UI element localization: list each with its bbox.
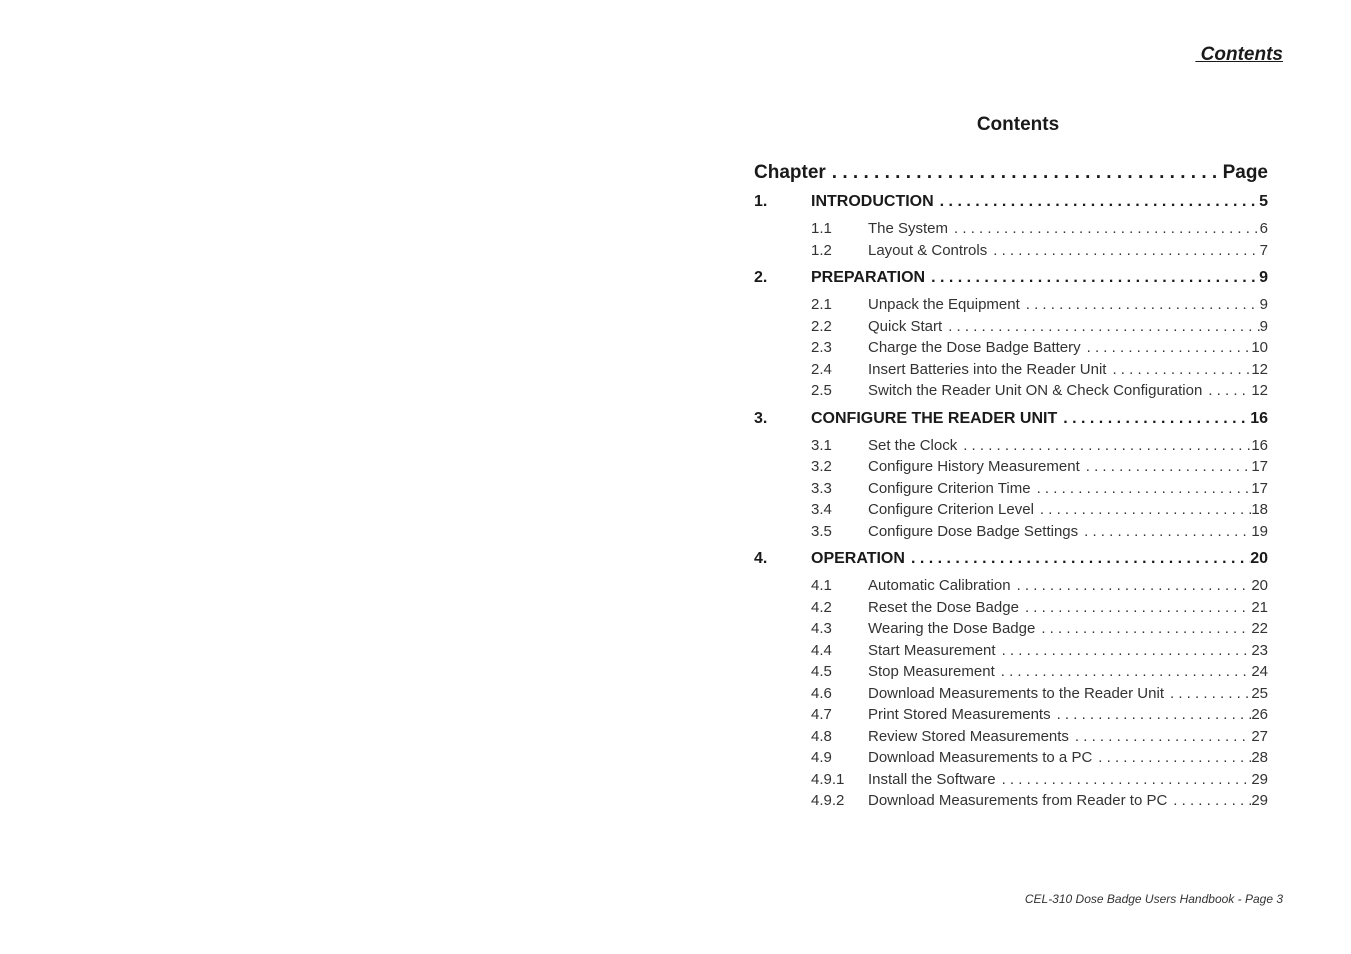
toc-chapter-row[interactable]: [754, 265, 1268, 291]
section-number: 3.3: [811, 479, 832, 497]
section-title: Quick Start: [868, 317, 943, 335]
section-page: 22: [1251, 620, 1268, 637]
section-number: 3.5: [811, 522, 832, 540]
dot-leader: [1081, 337, 1252, 359]
toc-section-row[interactable]: [754, 683, 1268, 705]
section-title: Set the Clock: [868, 436, 958, 454]
section-page: 9: [1259, 296, 1268, 313]
section-page: 9: [1259, 317, 1268, 335]
dot-leader: [1057, 406, 1250, 432]
dot-leader: [996, 640, 1252, 662]
section-page: 29: [1251, 770, 1268, 788]
dot-leader: [1106, 359, 1251, 381]
toc-section-row[interactable]: [754, 575, 1268, 597]
section-number: 1.2: [811, 241, 832, 259]
dot-leader: [1020, 294, 1260, 316]
section-page: 28: [1251, 749, 1268, 766]
dot-leader: [1069, 726, 1251, 748]
section-number: 4.7: [811, 706, 832, 723]
section-title: Configure Criterion Level: [868, 501, 1034, 518]
dot-leader: [995, 661, 1252, 683]
toc-section-row[interactable]: [754, 380, 1268, 402]
toc-section-row[interactable]: [754, 790, 1268, 812]
dot-leader: [905, 546, 1250, 572]
chapter-title: PREPARATION: [811, 269, 926, 286]
section-page: 26: [1251, 706, 1268, 723]
section-page: 12: [1251, 382, 1268, 399]
chapter-page: 9: [1259, 269, 1268, 286]
chapter-title: INTRODUCTION: [811, 193, 934, 210]
dot-leader: [1078, 521, 1251, 543]
toc-section-row[interactable]: [754, 359, 1268, 381]
section-title: Review Stored Measurements: [868, 727, 1069, 745]
section-page: 29: [1251, 792, 1268, 809]
section-number: 4.5: [811, 663, 832, 680]
section-title: Download Measurements from Reader to PC: [868, 792, 1168, 809]
section-title: Configure History Measurement: [868, 458, 1080, 475]
dot-leader: [1051, 704, 1252, 726]
section-title: Charge the Dose Badge Battery: [868, 339, 1081, 356]
toc-section-row[interactable]: [754, 456, 1268, 478]
chapter-page: 16: [1250, 409, 1268, 427]
section-title: Unpack the Equipment: [868, 296, 1020, 313]
toc-section-row[interactable]: [754, 726, 1268, 748]
chapter-number: 4.: [754, 550, 768, 567]
dot-leader: [925, 265, 1259, 291]
toc-section-row[interactable]: [754, 499, 1268, 521]
section-number: 2.5: [811, 382, 832, 399]
section-title: Download Measurements to the Reader Unit: [868, 684, 1164, 702]
section-title: Insert Batteries into the Reader Unit: [868, 360, 1107, 378]
dot-leader: [1031, 478, 1252, 500]
section-title: Wearing the Dose Badge: [868, 620, 1036, 637]
section-page: 27: [1251, 727, 1268, 745]
section-number: 4.9: [811, 749, 832, 766]
chapter-title: CONFIGURE THE READER UNIT: [811, 409, 1058, 427]
dot-leader: [948, 218, 1260, 240]
chapter-page: 5: [1259, 193, 1268, 210]
section-page: 6: [1259, 220, 1268, 237]
section-page: 10: [1251, 339, 1268, 356]
toc-section-row[interactable]: [754, 218, 1268, 240]
toc-column-headers: [754, 159, 1268, 186]
section-title: Install the Software: [868, 770, 996, 788]
toc-section-row[interactable]: [754, 435, 1268, 457]
section-number: 3.2: [811, 458, 832, 475]
section-number: 1.1: [811, 220, 832, 237]
toc-section-row[interactable]: [754, 597, 1268, 619]
section-page: 25: [1251, 684, 1268, 702]
chapter-number: 3.: [754, 409, 768, 427]
toc-section-row[interactable]: [754, 769, 1268, 791]
section-number: 4.9.1: [811, 770, 845, 788]
section-number: 4.8: [811, 727, 832, 745]
toc-chapter-row[interactable]: [754, 189, 1268, 215]
section-page: 18: [1251, 501, 1268, 518]
section-page: 17: [1251, 479, 1268, 497]
toc-section-row[interactable]: [754, 618, 1268, 640]
dot-leader: [1035, 618, 1251, 640]
section-number: 4.6: [811, 684, 832, 702]
section-page: 7: [1259, 241, 1268, 259]
section-title: Configure Criterion Time: [868, 479, 1031, 497]
section-page: 12: [1251, 360, 1268, 378]
section-title: Reset the Dose Badge: [868, 598, 1019, 616]
toc-title: Contents: [976, 114, 1060, 135]
toc-section-row[interactable]: [754, 478, 1268, 500]
dot-leader: [1080, 456, 1252, 478]
section-page: 16: [1251, 436, 1268, 454]
section-number: 4.3: [811, 620, 832, 637]
dot-leader: [957, 435, 1251, 457]
section-number: 4.2: [811, 598, 832, 616]
section-number: 2.4: [811, 360, 832, 378]
section-number: 3.1: [811, 436, 832, 454]
section-number: 4.9.2: [811, 792, 845, 809]
page-footer: CEL-310 Dose Badge Users Handbook - Page 3: [1024, 892, 1283, 906]
toc-section-row[interactable]: [754, 704, 1268, 726]
chapter-number: 2.: [754, 269, 768, 286]
section-title: Start Measurement: [868, 641, 996, 659]
dot-leader: [1164, 683, 1251, 705]
section-number: 4.4: [811, 641, 832, 659]
section-page: 19: [1251, 522, 1268, 540]
table-of-contents: [754, 159, 1268, 816]
dot-leader: [942, 316, 1259, 338]
section-title: The System: [868, 220, 949, 237]
section-title: Stop Measurement: [868, 663, 995, 680]
chapter-column-header: Chapter: [754, 162, 826, 183]
section-number: 2.2: [811, 317, 832, 335]
dot-leader: [934, 189, 1259, 215]
toc-chapter-row[interactable]: [754, 546, 1268, 572]
section-title: Switch the Reader Unit ON & Check Configuration: [868, 382, 1203, 399]
section-title: Automatic Calibration: [868, 577, 1011, 594]
section-number: 2.3: [811, 339, 832, 356]
section-title: Print Stored Measurements: [868, 706, 1051, 723]
running-header: Contents: [1195, 44, 1283, 65]
toc-section-row[interactable]: [754, 640, 1268, 662]
dot-leader: [996, 769, 1252, 791]
toc-section-row[interactable]: [754, 337, 1268, 359]
dot-leader: [1202, 380, 1251, 402]
dot-leader: [1167, 790, 1251, 812]
toc-section-row[interactable]: [754, 316, 1268, 338]
toc-chapter-row[interactable]: [754, 406, 1268, 432]
toc-section-row[interactable]: [754, 661, 1268, 683]
section-page: 24: [1251, 663, 1268, 680]
section-number: 4.1: [811, 577, 832, 594]
toc-section-row[interactable]: [754, 294, 1268, 316]
section-page: 20: [1251, 577, 1268, 594]
section-number: 3.4: [811, 501, 832, 518]
chapter-number: 1.: [754, 193, 768, 210]
toc-section-row[interactable]: [754, 521, 1268, 543]
section-number: 2.1: [811, 296, 832, 313]
dot-leader: [1019, 597, 1251, 619]
chapter-title: OPERATION: [811, 550, 905, 567]
dot-leader: [1011, 575, 1252, 597]
section-page: 17: [1251, 458, 1268, 475]
dot-leader: [1034, 499, 1251, 521]
chapter-page: 20: [1250, 550, 1268, 567]
section-title: Download Measurements to a PC: [868, 749, 1093, 766]
dot-leader: [826, 159, 1223, 186]
dot-leader: [1092, 747, 1251, 769]
section-page: 23: [1251, 641, 1268, 659]
toc-section-row[interactable]: [754, 240, 1268, 262]
section-title: Configure Dose Badge Settings: [868, 522, 1079, 540]
section-title: Layout & Controls: [868, 241, 988, 259]
toc-section-row[interactable]: [754, 747, 1268, 769]
section-page: 21: [1251, 598, 1268, 616]
dot-leader: [987, 240, 1259, 262]
page-column-header: Page: [1222, 162, 1268, 183]
